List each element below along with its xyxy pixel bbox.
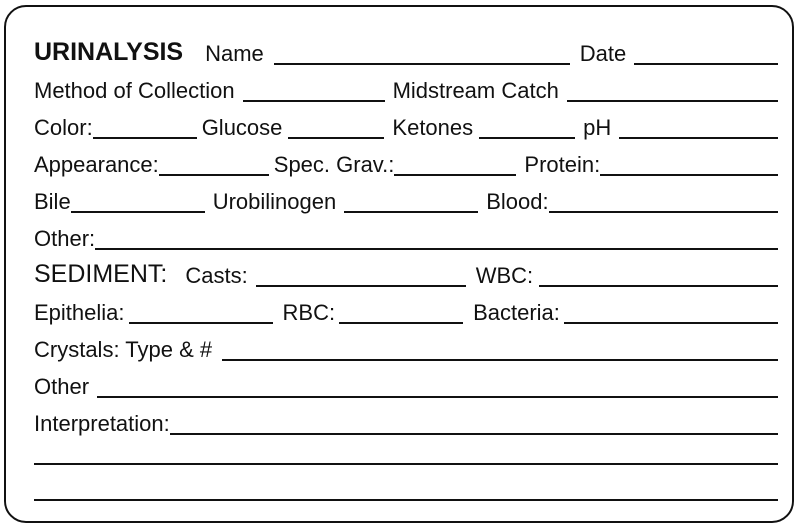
- bile-label: Bile: [34, 189, 71, 214]
- row-interpretation: [34, 405, 778, 437]
- row-epithelia: [34, 294, 778, 326]
- row-title: [34, 35, 778, 67]
- blood-field[interactable]: [549, 211, 778, 213]
- epithelia-field[interactable]: [129, 322, 273, 324]
- row-appearance: [34, 146, 778, 178]
- bacteria-label: Bacteria:: [473, 300, 560, 325]
- other-field[interactable]: [95, 248, 778, 250]
- glucose-field[interactable]: [288, 137, 384, 139]
- date-field[interactable]: [634, 63, 778, 65]
- bacteria-field[interactable]: [564, 322, 778, 324]
- glucose-label: Glucose: [201, 115, 283, 140]
- row-other-1: [34, 220, 778, 252]
- name-field[interactable]: [274, 63, 570, 65]
- rbc-field[interactable]: [339, 322, 463, 324]
- row-collection: [34, 72, 778, 104]
- color-label: Color:: [34, 115, 93, 140]
- midstream-catch-label: Midstream Catch: [392, 78, 559, 103]
- rbc-label: RBC:: [282, 300, 336, 325]
- other-label: Other:: [34, 226, 96, 251]
- sediment-heading: SEDIMENT:: [34, 260, 168, 288]
- blood-label: Blood:: [486, 189, 549, 214]
- interpretation-line-3[interactable]: [34, 499, 778, 501]
- form-title: URINALYSIS: [34, 38, 184, 66]
- protein-field[interactable]: [600, 174, 778, 176]
- row-color: [34, 109, 778, 141]
- ph-field[interactable]: [619, 137, 778, 139]
- midstream-catch-field[interactable]: [567, 100, 778, 102]
- urobilinogen-label: Urobilinogen: [212, 189, 337, 214]
- spec-grav-field[interactable]: [394, 174, 516, 176]
- casts-label: Casts:: [185, 263, 248, 288]
- method-of-collection-field[interactable]: [243, 100, 385, 102]
- urobilinogen-field[interactable]: [344, 211, 478, 213]
- crystals-field[interactable]: [222, 359, 778, 361]
- other-sediment-label: Other: [34, 374, 90, 399]
- color-field[interactable]: [93, 137, 197, 139]
- protein-label: Protein:: [524, 152, 601, 177]
- interpretation-field[interactable]: [170, 433, 778, 435]
- other-sediment-field[interactable]: [97, 396, 778, 398]
- ketones-label: Ketones: [392, 115, 474, 140]
- urinalysis-form-card: [4, 5, 794, 523]
- bile-field[interactable]: [71, 211, 205, 213]
- method-of-collection-label: Method of Collection: [34, 78, 235, 103]
- row-bile: [34, 183, 778, 215]
- spec-grav-label: Spec. Grav.:: [273, 152, 395, 177]
- casts-field[interactable]: [256, 285, 466, 287]
- appearance-field[interactable]: [159, 174, 269, 176]
- epithelia-label: Epithelia:: [34, 300, 125, 325]
- ph-label: pH: [583, 115, 612, 140]
- row-sediment: [34, 257, 778, 289]
- name-label: Name: [205, 41, 264, 66]
- crystals-label: Crystals: Type & #: [34, 337, 213, 362]
- wbc-field[interactable]: [539, 285, 778, 287]
- appearance-label: Appearance:: [34, 152, 159, 177]
- ketones-field[interactable]: [479, 137, 575, 139]
- row-other-2: [34, 368, 778, 400]
- row-crystals: [34, 331, 778, 363]
- interpretation-label: Interpretation:: [34, 411, 170, 436]
- date-label: Date: [579, 41, 627, 66]
- wbc-label: WBC:: [475, 263, 534, 288]
- interpretation-line-2[interactable]: [34, 463, 778, 465]
